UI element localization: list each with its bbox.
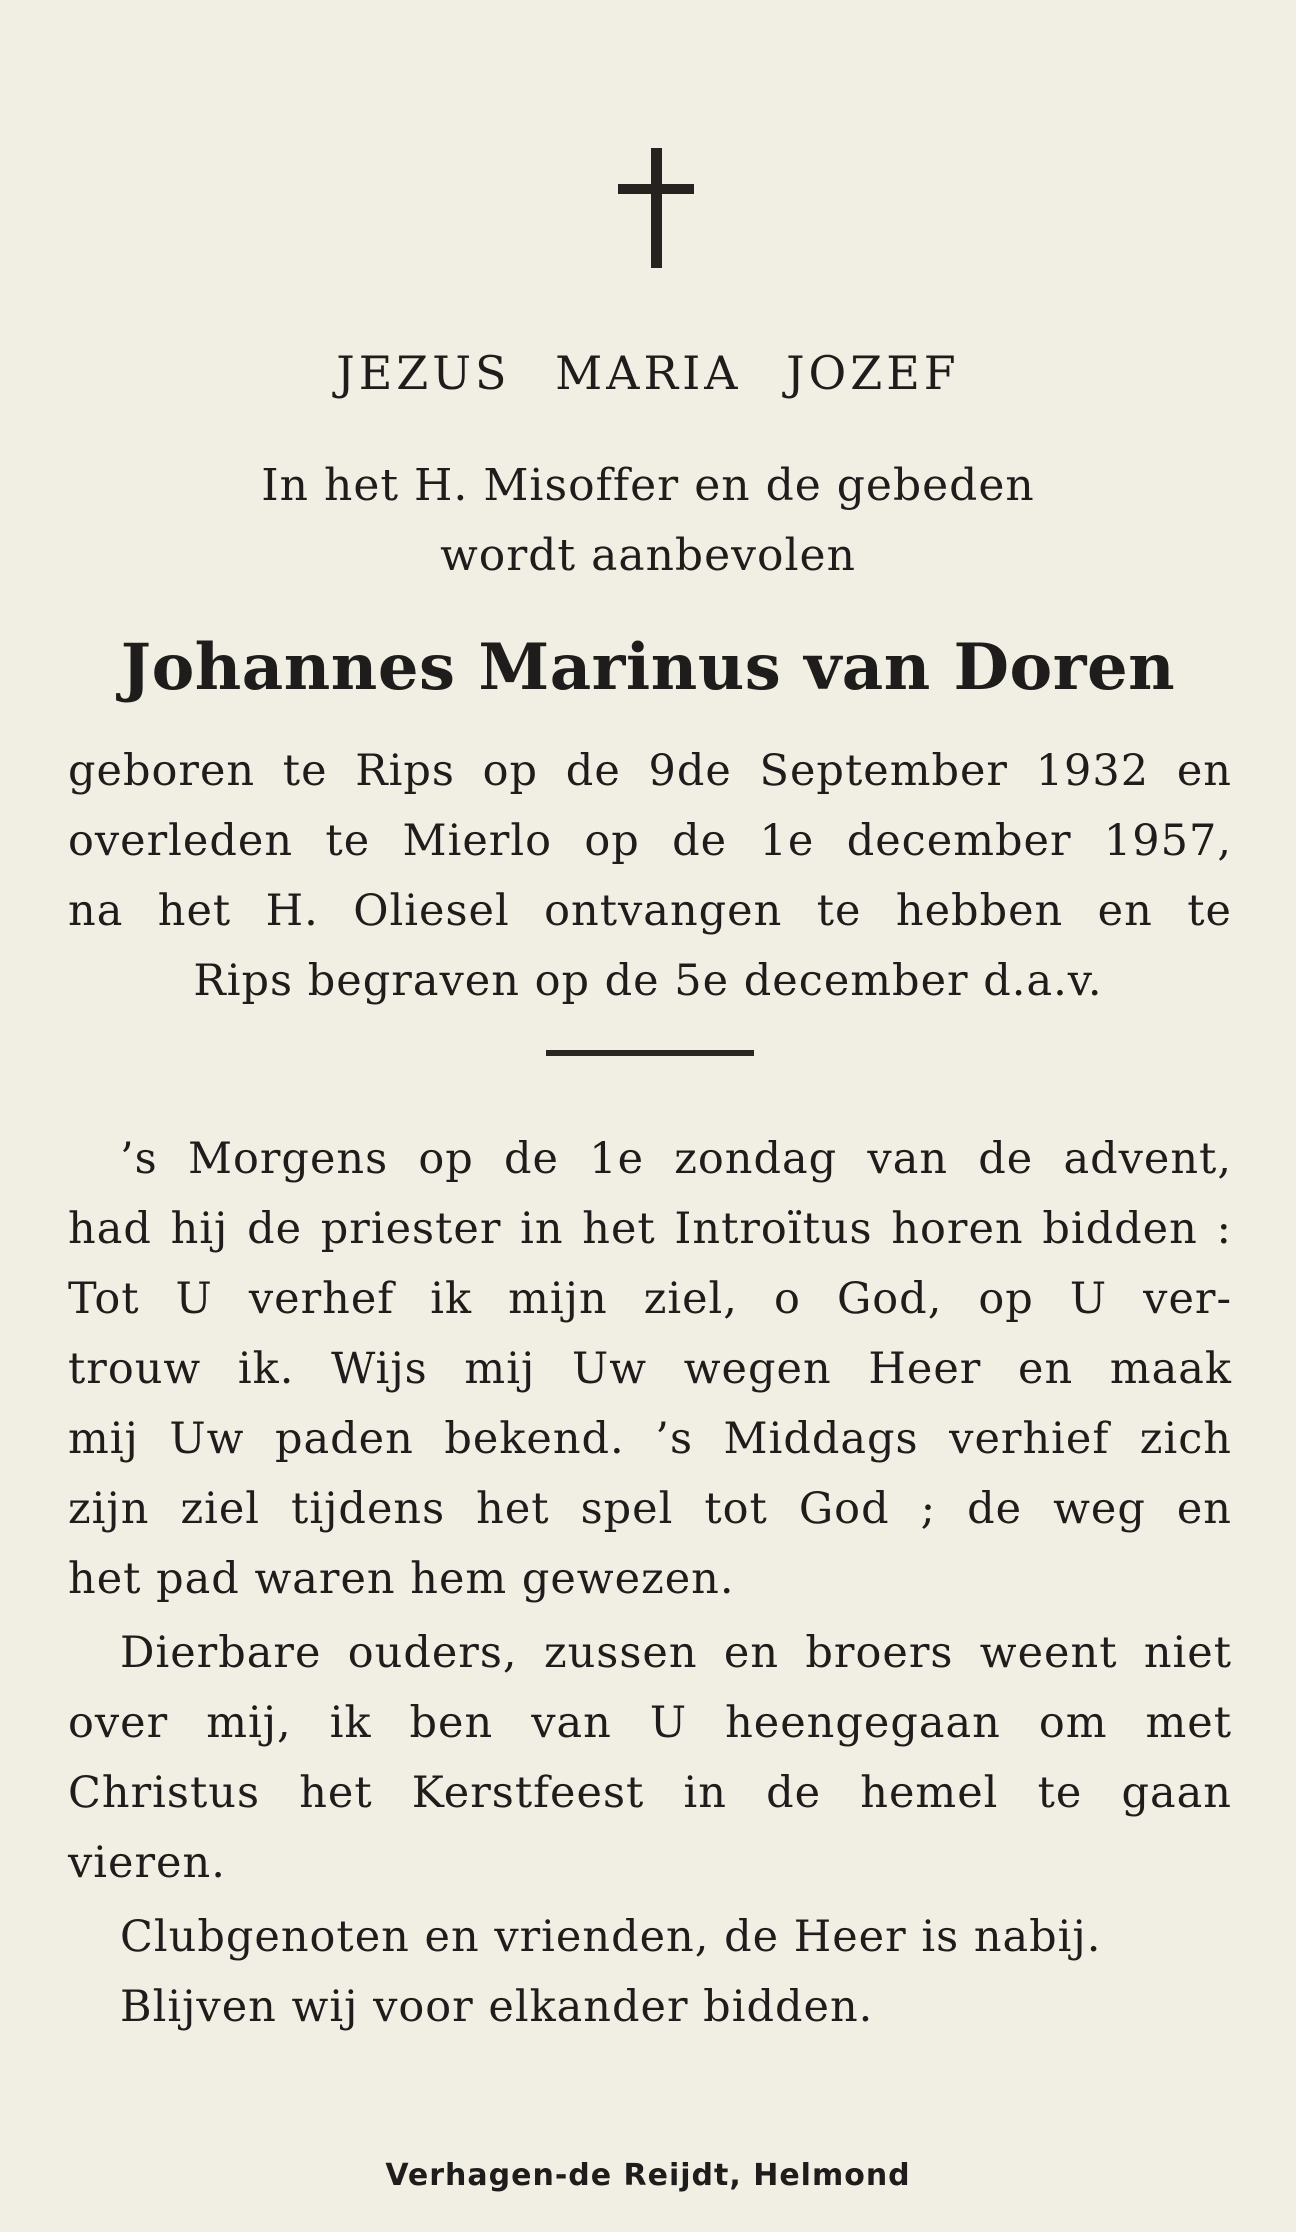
bio-line: na het H. Oliesel ontvangen te hebben en te — [68, 886, 1232, 936]
paragraph-line: mij Uw paden bekend. ’s Middags verhief zich — [68, 1414, 1232, 1464]
cross-icon — [618, 148, 694, 268]
bio-line: overleden te Mierlo op de 1e december 1957, — [68, 816, 1232, 866]
paragraph-line: het pad waren hem gewezen. — [68, 1554, 735, 1604]
intro-line-1: In het H. Misoffer en de gebeden — [261, 460, 1035, 511]
paragraph-line: ’s Morgens op de 1e zondag van de advent, — [120, 1134, 1232, 1184]
paragraph-line: trouw ik. Wijs mij Uw wegen Heer en maak — [68, 1344, 1232, 1394]
paragraph-line: Dierbare ouders, zussen en broers weent niet — [120, 1628, 1232, 1678]
paragraph-line: over mij, ik ben van U heengegaan om met — [68, 1698, 1232, 1748]
printer-imprint: Verhagen-de Reijdt, Helmond — [385, 2158, 911, 2193]
paragraph-line: had hij de priester in het Introïtus horen bidden : — [68, 1204, 1232, 1254]
invocation-heading: JEZUS MARIA JOZEF — [336, 346, 960, 400]
paragraph-line: Christus het Kerstfeest in de hemel te gaan — [68, 1768, 1232, 1818]
intro-line-2: wordt aanbevolen — [440, 530, 856, 581]
section-divider — [546, 1050, 754, 1056]
paragraph-line: zijn ziel tijdens het spel tot God ; de weg en — [68, 1484, 1232, 1534]
paragraph-line: Blijven wij voor elkander bidden. — [120, 1982, 874, 2032]
paragraph-line: Clubgenoten en vrienden, de Heer is nabij. — [120, 1912, 1102, 1962]
paragraph-line: vieren. — [68, 1838, 226, 1888]
paragraph-line: Tot U verhef ik mijn ziel, o God, op U ver- — [68, 1274, 1232, 1324]
deceased-name: Johannes Marinus van Doren — [120, 630, 1176, 705]
bio-line: geboren te Rips op de 9de September 1932 en — [68, 746, 1232, 796]
bio-line: Rips begraven op de 5e december d.a.v. — [193, 956, 1103, 1006]
